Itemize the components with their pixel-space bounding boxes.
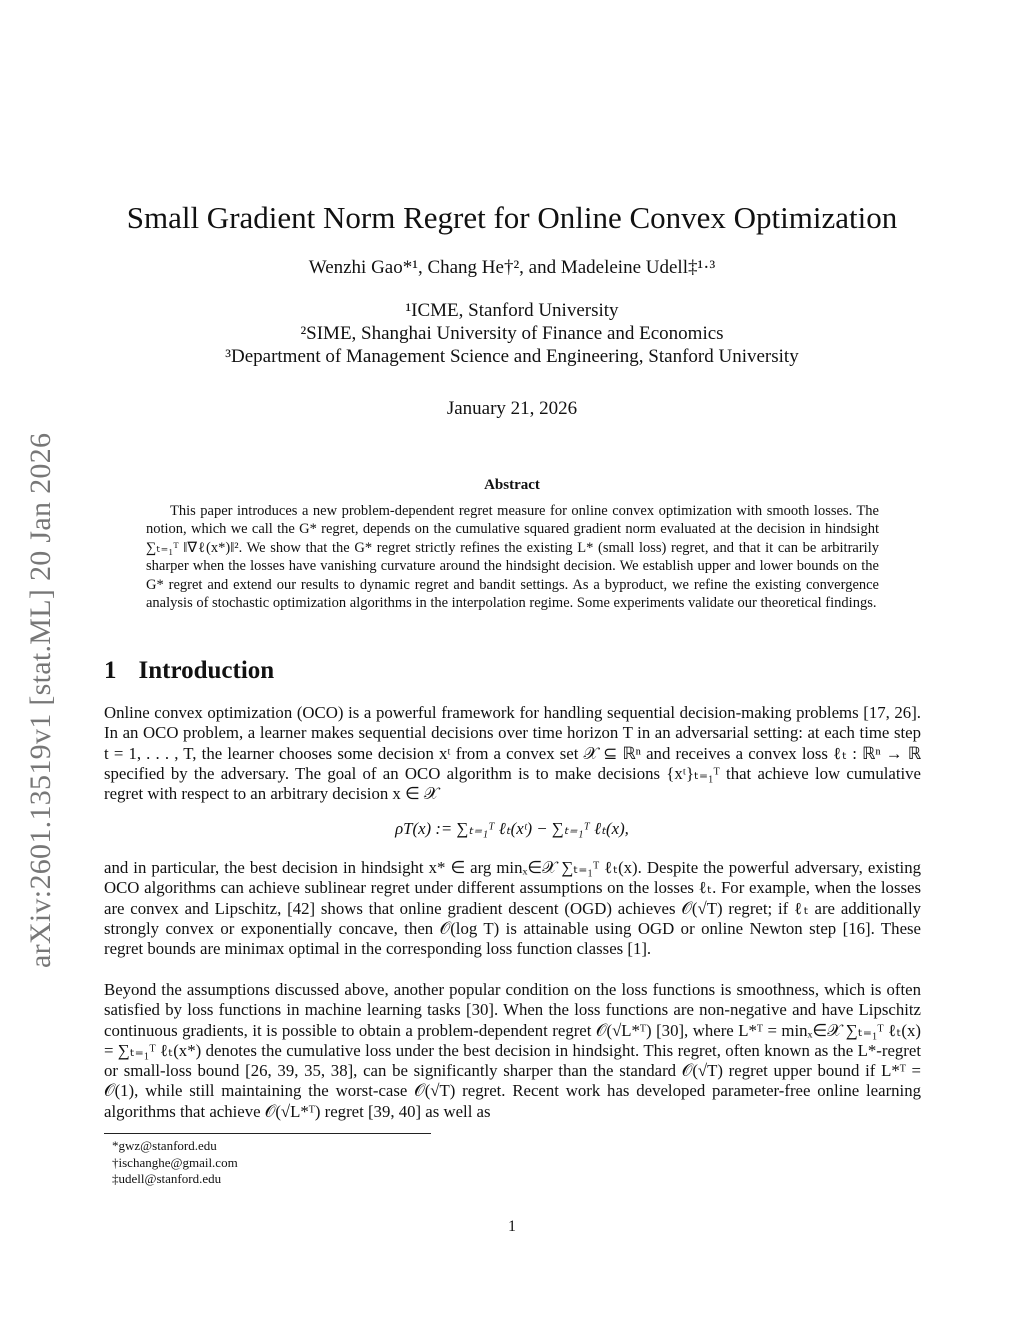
intro-paragraph-3: Beyond the assumptions discussed above, another popular condition on the loss functions is smoothness, which is often satisfied by loss functions in machine learning tasks [30]. When the loss functions are non-negative and have Lipschitz continuous gradients, it is possible to obtain a problem-dependent regret 𝒪(√L*ᵀ) [30], where L*ᵀ = minₓ∈𝒳 ∑ₜ₌₁ᵀ ℓₜ(x) = ∑ₜ₌₁ᵀ ℓₜ(x*) denotes the cumulative loss under the best decision in hindsight. This regret, often known as the L*-regret or small-loss bound [26, 39, 35, 38], can be significantly sharper than the standard 𝒪(√T) regret upper bound if L*ᵀ = 𝒪(1), while still maintaining the worst-case 𝒪(√T) regret. Recent work has developed parameter-free online learning algorithms that achieve 𝒪(√L*ᵀ) regret [39, 40] as well as xyxy=(104,980,921,1121)
author-list: Wenzhi Gao*¹, Chang He†², and Madeleine Udell‡¹·³ xyxy=(308,257,716,278)
footnote-email-1: *gwz@stanford.edu xyxy=(112,1138,217,1153)
footnote-email-3: ‡udell@stanford.edu xyxy=(112,1171,222,1186)
paper-title: Small Gradient Norm Regret for Online Convex Optimization xyxy=(126,200,898,235)
affiliation-3: ³Department of Management Science and Engineering, Stanford University xyxy=(225,346,799,367)
arxiv-identifier-stamp: arXiv:2601.13519v1 [stat.ML] 20 Jan 2026 xyxy=(24,432,57,968)
section-heading xyxy=(104,657,274,685)
section-title: Introduction xyxy=(138,657,275,684)
footnote-divider xyxy=(104,1133,431,1134)
affiliation-2: ²SIME, Shanghai University of Finance and Economics xyxy=(300,323,724,344)
section-number: 1 xyxy=(104,657,117,684)
regret-equation: ρT(x) := ∑ₜ₌₁ᵀ ℓₜ(xᵗ) − ∑ₜ₌₁ᵀ ℓₜ(x), xyxy=(395,819,629,838)
abstract-heading: Abstract xyxy=(484,477,540,493)
footnote-email-2: †ischanghe@gmail.com xyxy=(112,1154,238,1170)
intro-paragraph-1: Online convex optimization (OCO) is a powerful framework for handling sequential decision-making problems [17, 26]. In an OCO problem, a learner makes sequential decisions over time horizon T in an adversarial setting: at each time step t = 1, . . . , T, the learner chooses some decision xᵗ from a convex set 𝒳 ⊆ ℝⁿ and receives a convex loss ℓₜ : ℝⁿ → ℝ specified by the adversary. The goal of an OCO algorithm is to make decisions {xᵗ}ₜ₌₁ᵀ that achieve low cumulative regret with respect to an arbitrary decision x ∈ 𝒳 xyxy=(104,703,921,804)
abstract-text: This paper introduces a new problem-dependent regret measure for online convex optimization with smooth losses. The notion, which we call the G* regret, depends on the cumulative squared gradient norm evaluated at the decision in hindsight ∑ₜ₌₁ᵀ ‖∇ℓ(x*)‖². We show that the G* regret strictly refines the existing L* (small loss) regret, and that it can be arbitrarily sharper when the losses have vanishing curvature around the hindsight decision. We establish upper and lower bounds on the G* regret and extend our results to dynamic regret and bandit settings. As a byproduct, we refine the existing convergence analysis of stochastic optimization algorithms in the interpolation regime. Some experiments validate our theoretical findings. xyxy=(146,503,879,612)
affiliation-1: ¹ICME, Stanford University xyxy=(405,300,619,321)
paper-date: January 21, 2026 xyxy=(446,398,578,419)
intro-paragraph-2: and in particular, the best decision in hindsight x* ∈ arg minₓ∈𝒳 ∑ₜ₌₁ᵀ ℓₜ(x). Despite the powerful adversary, existing OCO algorithms can achieve sublinear regret under different assumptions on the losses ℓₜ. For example, when the losses are convex and Lipschitz, [42] shows that online gradient descent (OGD) achieves 𝒪(√T) regret; if ℓₜ are additionally strongly convex or exponentially concave, then 𝒪(log T) is attainable using OGD or online Newton step [16]. These regret bounds are minimax optimal in the corresponding loss function classes [1]. xyxy=(104,858,921,959)
footnotes xyxy=(112,1138,238,1188)
page-number: 1 xyxy=(508,1218,516,1235)
